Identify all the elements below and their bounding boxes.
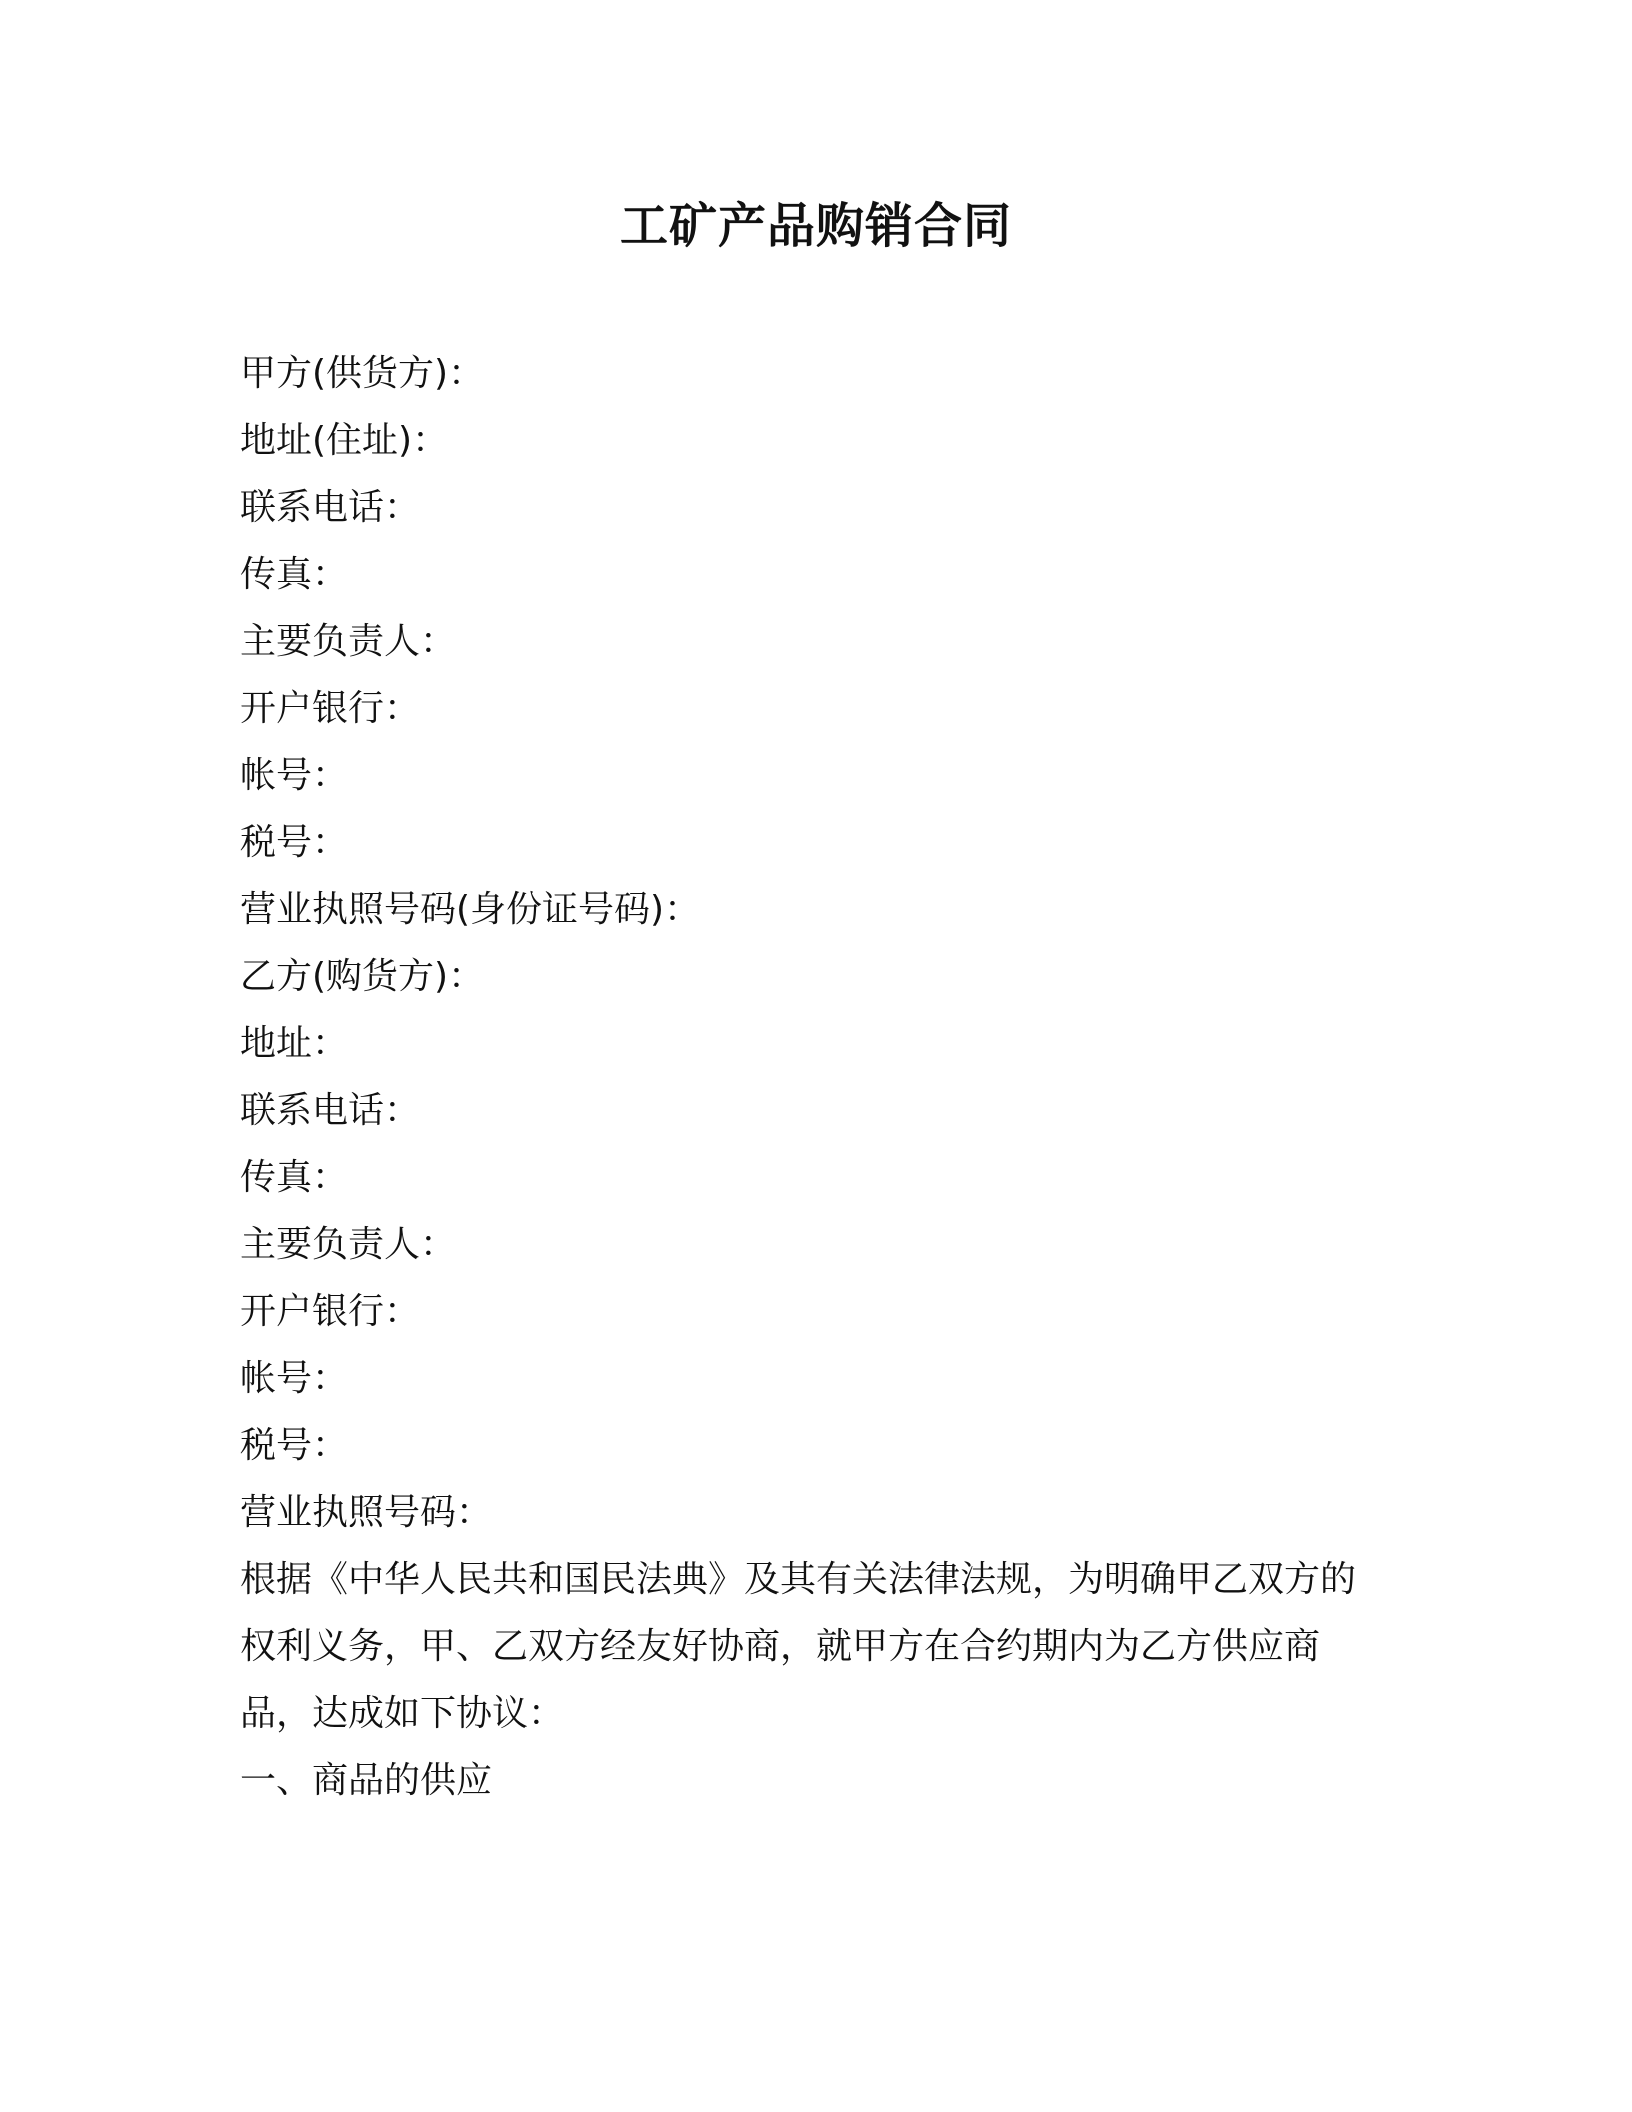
party-a-label: 甲方(供货方)： [240,353,485,394]
party-b-license: 营业执照号码： [240,1492,493,1533]
party-a-phone: 联系电话： [240,487,421,528]
party-a-tax-no: 税号： [240,822,349,863]
party-b-tax-no: 税号： [240,1425,349,1466]
document-title: 工矿产品购销合同 [619,198,1012,254]
party-a-fax: 传真： [240,554,349,595]
party-b-label: 乙方(购货方)： [240,956,485,997]
preamble-paragraph: 根据《中华人民共和国民法典》及其有关法律法规，为明确甲乙双方的权利义务，甲、乙双方经友好协商，就甲方在合约期内为乙方供应商品，达成如下协议： [240,1559,1357,1734]
party-b-phone: 联系电话： [240,1090,421,1131]
party-b-principal: 主要负责人： [240,1224,457,1265]
party-a-license: 营业执照号码(身份证号码)： [240,889,701,930]
section-heading-1: 一、商品的供应 [240,1760,493,1801]
party-b-bank: 开户银行： [240,1291,421,1332]
party-b-fax: 传真： [240,1157,349,1198]
party-a-address: 地址(住址)： [240,420,449,461]
document-body [240,340,1360,1814]
party-a-principal: 主要负责人： [240,621,457,662]
party-b-account: 帐号： [240,1358,349,1399]
party-a-account: 帐号： [240,755,349,796]
party-a-bank: 开户银行： [240,688,421,729]
party-b-address: 地址： [240,1023,349,1064]
